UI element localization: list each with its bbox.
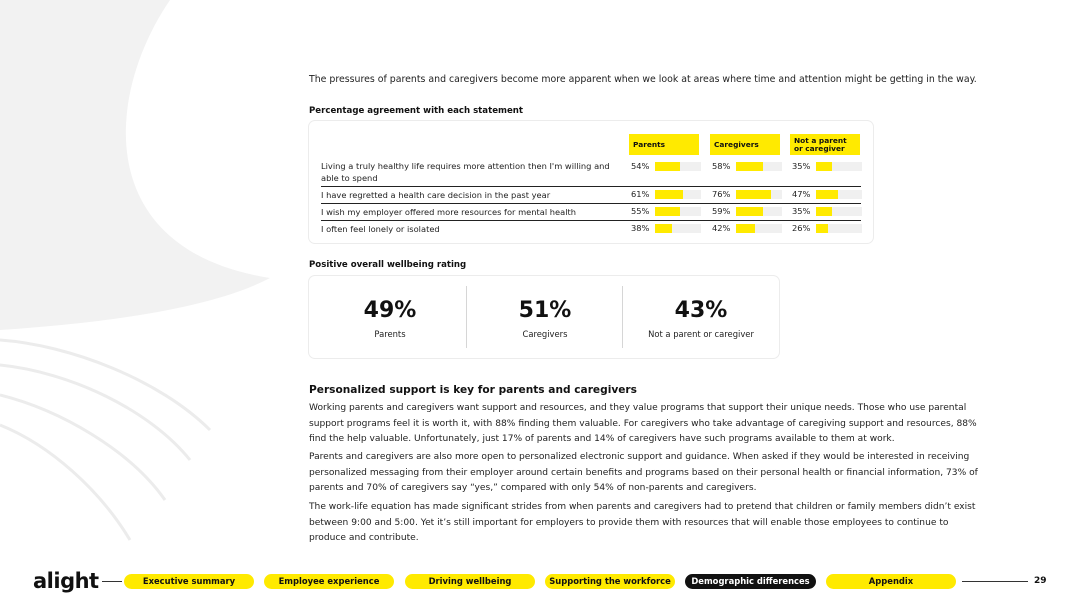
bar-fill <box>816 224 828 233</box>
agreement-title: Percentage agreement with each statement <box>309 106 524 116</box>
table-row <box>321 221 861 237</box>
nav-appendix[interactable]: Appendix <box>826 574 956 589</box>
table-row <box>321 204 861 221</box>
parents-value: 38% <box>631 223 650 233</box>
parents-value: 54% <box>631 161 650 171</box>
nav-employee-experience[interactable]: Employee experience <box>264 574 394 589</box>
non-parents-bar <box>816 224 862 233</box>
stat-caregivers <box>467 276 623 358</box>
nav-executive-summary[interactable]: Executive summary <box>124 574 254 589</box>
parents-bar <box>655 162 701 171</box>
caregivers-bar <box>736 190 782 199</box>
bar-fill <box>655 190 683 199</box>
row-statement: I wish my employer offered more resources for mental health <box>321 207 577 217</box>
non-parents-bar <box>816 190 862 199</box>
stat-value: 51% <box>518 298 572 323</box>
alight-logo[interactable]: alight <box>33 569 99 593</box>
non-parents-value: 47% <box>792 189 811 199</box>
support-paragraph-3: The work-life equation has made significant strides from when parents and caregivers had to pretend that children or family members didn’t exist between 9:00 and 5:00. Yet it’s still important for employers to provide them with resources that will enable those employees to continue to produce and contribute. <box>309 502 976 543</box>
caregivers-value: 42% <box>712 223 731 233</box>
caregivers-value: 58% <box>712 161 731 171</box>
footer-line-left <box>102 581 122 582</box>
bar-fill <box>655 224 672 233</box>
parents-bar <box>655 190 701 199</box>
bar-fill <box>816 162 832 171</box>
caregivers-bar <box>736 162 782 171</box>
nav-driving-wellbeing[interactable]: Driving wellbeing <box>405 574 535 589</box>
bar-fill <box>655 162 680 171</box>
support-paragraph-1: Working parents and caregivers want support and resources, and they value programs that support their unique needs. Those who use parental support programs feel it is worth it, with 88% finding them valuable. For caregivers who take advantage of caregiving support and resources, 88% find the help valuable. Unfortunately, just 17% of parents and 14% of caregivers have such programs available to them at work. <box>309 403 977 444</box>
stat-label: Caregivers <box>522 329 568 339</box>
page-number: 29 <box>1034 576 1047 586</box>
wellbeing-card <box>309 276 779 358</box>
row-statement: I have regretted a health care decision in the past year <box>321 190 551 200</box>
stat-value: 49% <box>363 298 417 323</box>
caregivers-bar <box>736 207 782 216</box>
caregivers-value: 59% <box>712 206 731 216</box>
row-statement: Living a truly healthy life requires more attention then I'm willing and able to spend <box>321 161 610 183</box>
non-parents-value: 26% <box>792 223 811 233</box>
parents-bar <box>655 224 701 233</box>
support-heading: Personalized support is key for parents and caregivers <box>309 384 637 396</box>
nav-supporting-the-workforce[interactable]: Supporting the workforce <box>545 574 675 589</box>
stat-label: Not a parent or caregiver <box>648 329 754 339</box>
bar-fill <box>736 224 755 233</box>
caregivers-bar <box>736 224 782 233</box>
bar-fill <box>736 162 763 171</box>
column-header-parents: Parents <box>629 134 699 155</box>
non-parents-value: 35% <box>792 206 811 216</box>
table-row <box>321 159 861 187</box>
table-row <box>321 187 861 204</box>
stat-label: Parents <box>374 329 406 339</box>
bar-fill <box>736 207 763 216</box>
bar-fill <box>736 190 771 199</box>
column-header-non-parents: Not a parent or caregiver <box>790 134 860 155</box>
support-paragraph-2: Parents and caregivers are also more open to personalized electronic support and guidance. When asked if they would be interested in receiving personalized messaging from their employer around certain benefits and programs based on their personal health or financial information, 73% of parents and 70% of caregivers say “yes,” compared with only 54% of non-parents and caregivers. <box>309 452 978 493</box>
footer-line-right <box>962 581 1028 582</box>
parents-value: 55% <box>631 206 650 216</box>
bar-fill <box>816 207 832 216</box>
caregivers-value: 76% <box>712 189 731 199</box>
row-statement: I often feel lonely or isolated <box>321 224 440 234</box>
intro-text: The pressures of parents and caregivers become more apparent when we look at areas where time and attention might be getting in the way. <box>309 74 977 85</box>
parents-bar <box>655 207 701 216</box>
column-header-caregivers: Caregivers <box>710 134 780 155</box>
wellbeing-title: Positive overall wellbeing rating <box>309 260 467 270</box>
stat-parents <box>312 276 468 358</box>
non-parents-value: 35% <box>792 161 811 171</box>
nav-demographic-differences[interactable]: Demographic differences <box>685 574 816 589</box>
non-parents-bar <box>816 162 862 171</box>
agreement-table <box>309 121 873 243</box>
bar-fill <box>655 207 680 216</box>
parents-value: 61% <box>631 189 650 199</box>
stat-non-parents <box>623 276 779 358</box>
non-parents-bar <box>816 207 862 216</box>
bar-fill <box>816 190 838 199</box>
stat-value: 43% <box>674 298 728 323</box>
